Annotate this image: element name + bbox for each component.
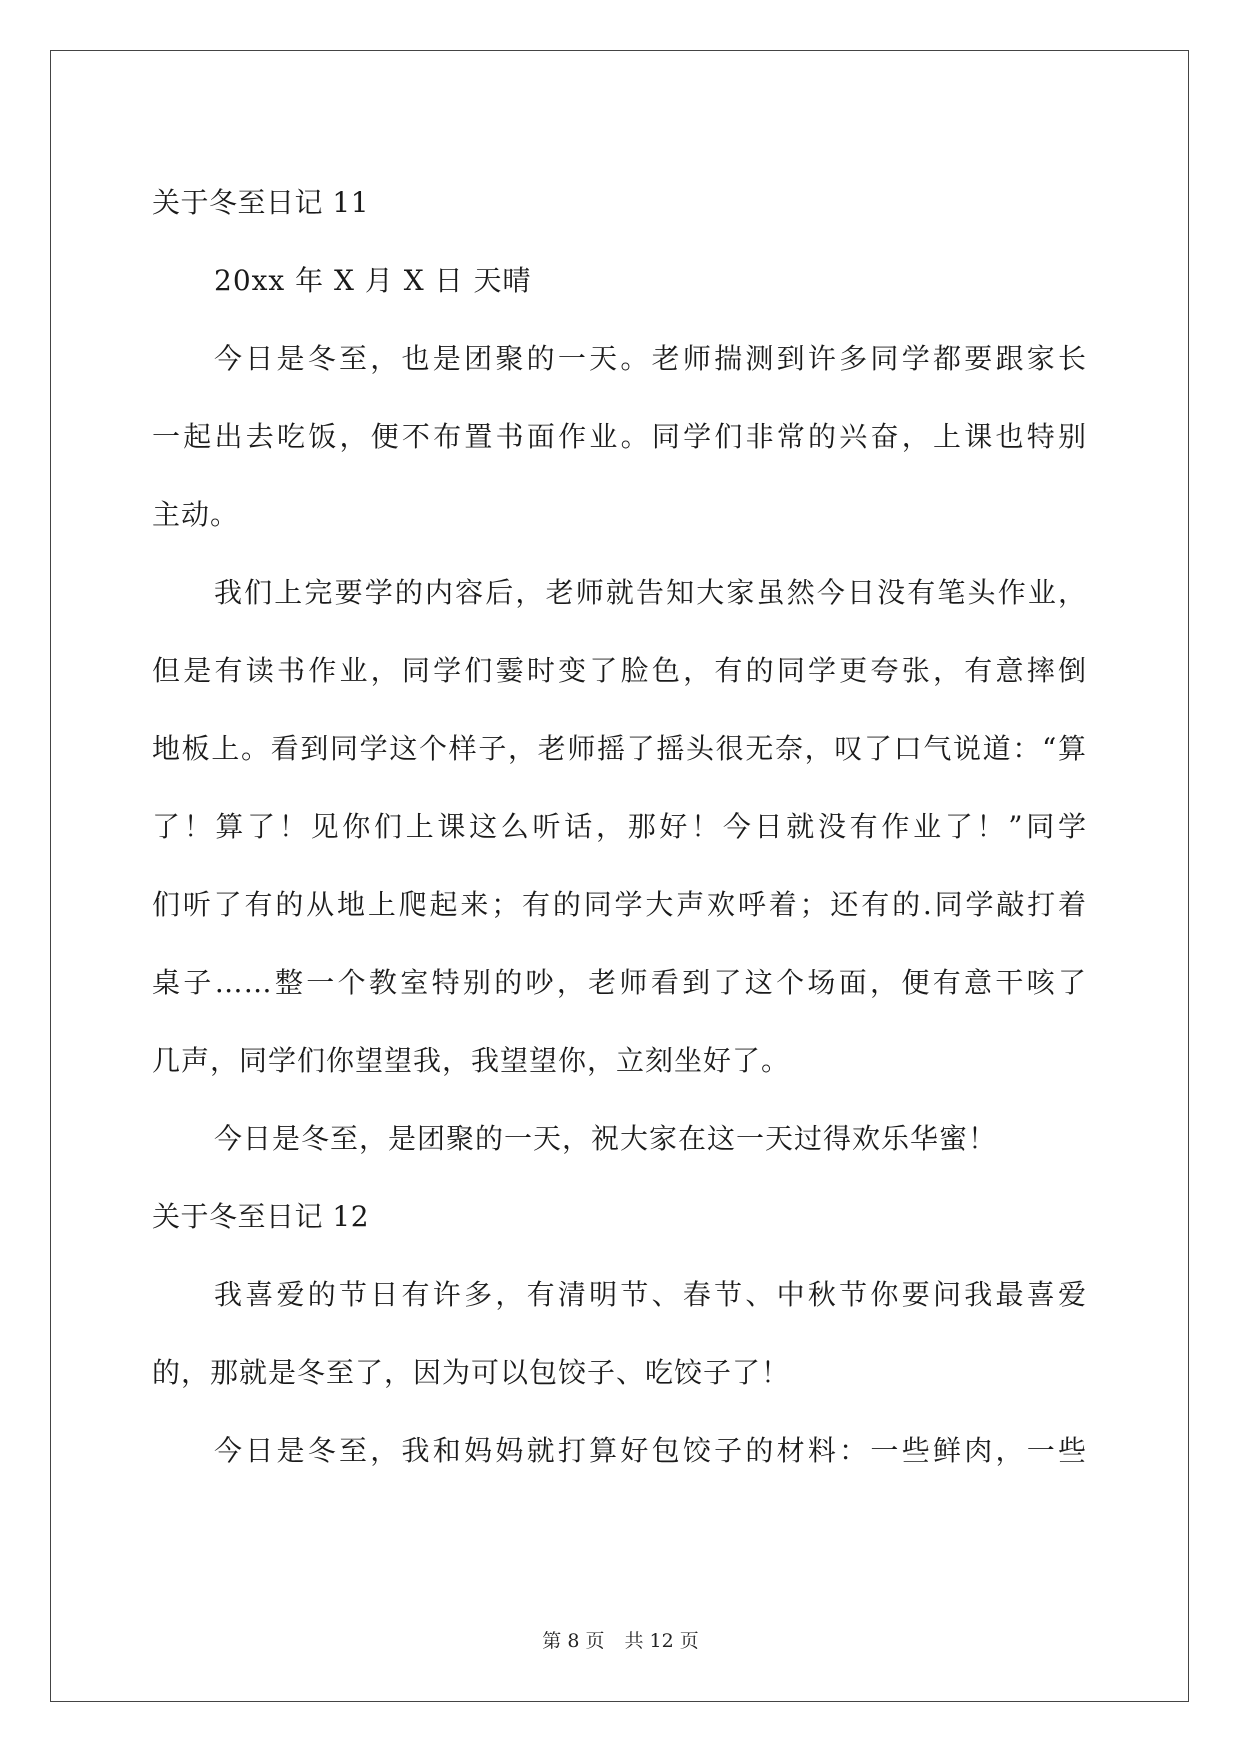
current-page-number: 第 8 页 (542, 1630, 605, 1652)
paragraph-line: 今日是冬至，我和妈妈就打算好包饺子的材料：一些鲜肉，一些 (214, 1434, 1087, 1467)
paragraph-line: 们听了有的从地上爬起来；有的同学大声欢呼着；还有的.同学敲打着 (152, 888, 1087, 921)
total-pages: 共 12 页 (624, 1630, 699, 1652)
paragraph-line: 了！算了！见你们上课这么听话，那好！今日就没有作业了！”同学 (152, 810, 1087, 843)
paragraph-line: 地板上。看到同学这个样子，老师摇了摇头很无奈，叹了口气说道：“算 (152, 732, 1087, 765)
document-body (152, 164, 1087, 1490)
paragraph-line: 的，那就是冬至了，因为可以包饺子、吃饺子了！ (152, 1356, 791, 1389)
diary-date-line: 20xx 年 X 月 X 日 天晴 (214, 264, 532, 297)
paragraph-line: 今日是冬至，也是团聚的一天。老师揣测到许多同学都要跟家长 (214, 342, 1087, 375)
paragraph-line: 几声，同学们你望望我，我望望你，立刻坐好了。 (152, 1044, 791, 1077)
paragraph-line: 主动。 (152, 498, 240, 531)
paragraph-line: 我喜爱的节日有许多，有清明节、春节、中秋节你要问我最喜爱 (214, 1278, 1087, 1311)
paragraph-line: 但是有读书作业，同学们霎时变了脸色，有的同学更夸张，有意摔倒 (152, 654, 1087, 687)
paragraph-line: 桌子……整一个教室特别的吵，老师看到了这个场面，便有意干咳了 (152, 966, 1087, 999)
diary-heading-12: 关于冬至日记 12 (152, 1200, 370, 1233)
diary-heading-11: 关于冬至日记 11 (152, 186, 370, 219)
paragraph-line: 今日是冬至，是团聚的一天，祝大家在这一天过得欢乐华蜜！ (214, 1122, 998, 1155)
page-footer (0, 1626, 1241, 1653)
paragraph-line: 一起出去吃饭，便不布置书面作业。同学们非常的兴奋，上课也特别 (152, 420, 1087, 453)
paragraph-line: 我们上完要学的内容后，老师就告知大家虽然今日没有笔头作业， (214, 576, 1087, 609)
